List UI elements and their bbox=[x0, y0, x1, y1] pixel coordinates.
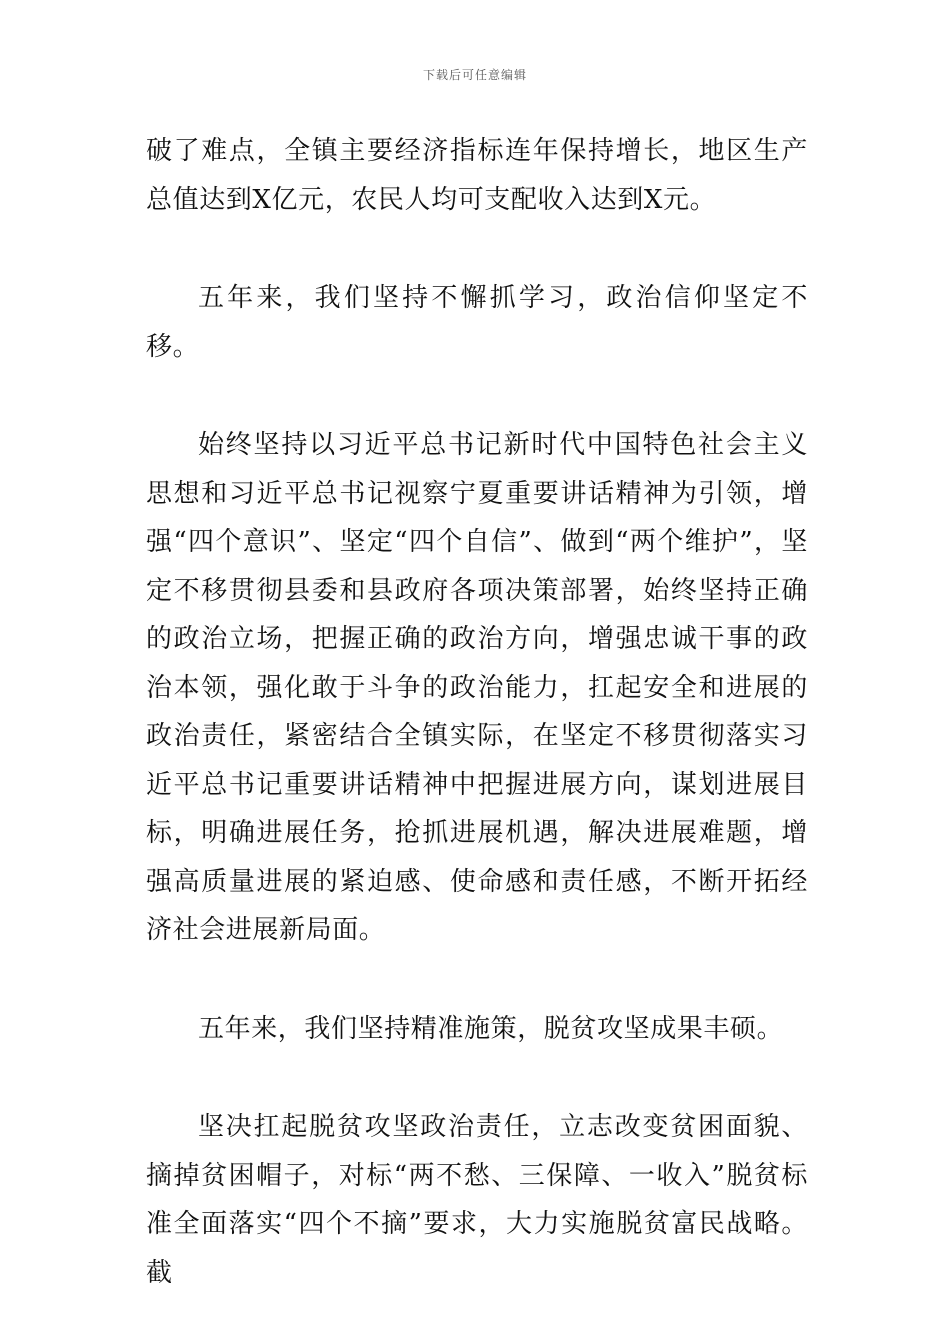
paragraph-heading-poverty: 五年来，我们坚持精准施策，脱贫攻坚成果丰硕。 bbox=[198, 1013, 784, 1044]
document-body bbox=[146, 127, 808, 1297]
paragraph-poverty-body: 坚决扛起脱贫攻坚政治责任，立志改变贫困面貌、摘掉贫困帽子，对标“两不愁、三保障、一收入”脱贫标准全面落实“四个不摘”要求，大力实施脱贫富民战略。截 bbox=[146, 1112, 808, 1288]
paragraph-study-body: 始终坚持以习近平总书记新时代中国特色社会主义思想和习近平总书记视察宁夏重要讲话精神为引领，增强“四个意识”、坚定“四个自信”、做到“两个维护”，坚定不移贯彻县委和县政府各项决策部署，始终坚持正确的政治立场，把握正确的政治方向，增强忠诚干事的政治本领，强化敢于斗争的政治能力，扛起安全和进展的政治责任，紧密结合全镇实际，在坚定不移贯彻落实习近平总书记重要讲话精神中把握进展方向，谋划进展目标，明确进展任务，抢抓进展机遇，解决进展难题，增强高质量进展的紧迫感、使命感和责任感，不断开拓经济社会进展新局面。 bbox=[146, 430, 808, 945]
page-header: 下载后可任意编辑 bbox=[422, 68, 527, 82]
paragraph-heading-study: 五年来，我们坚持不懈抓学习，政治信仰坚定不移。 bbox=[146, 283, 808, 362]
paragraph-continuation: 破了难点，全镇主要经济指标连年保持增长，地区生产总值达到Ⅹ亿元，农民人均可支配收入达到Ⅹ元。 bbox=[146, 136, 808, 215]
